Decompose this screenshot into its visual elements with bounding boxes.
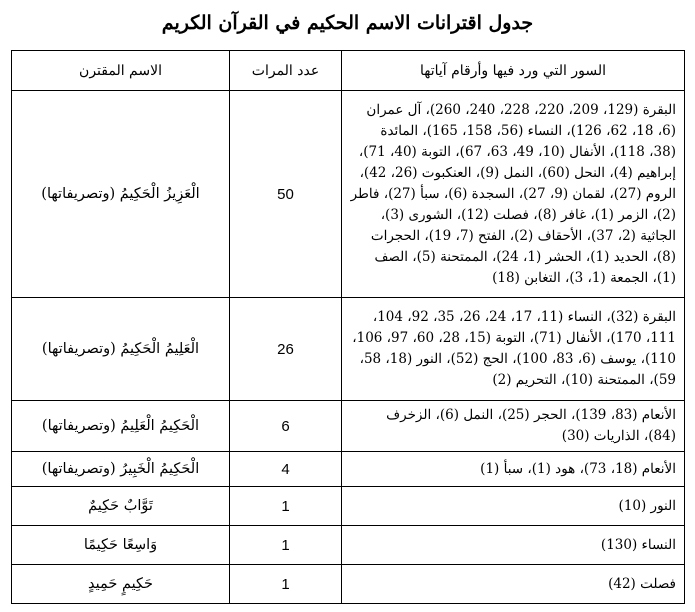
count-cell: 26 xyxy=(230,298,342,401)
table-row xyxy=(12,298,685,401)
surahs-cell: فصلت (42) xyxy=(342,565,685,604)
name-cell: الْعَزِيزُ الْحَكِيمُ (وتصريفاتها) xyxy=(12,91,230,298)
asma-table xyxy=(11,50,685,604)
count-cell: 1 xyxy=(230,526,342,565)
surahs-cell: النساء (130) xyxy=(342,526,685,565)
surahs-cell: البقرة (129، 209، 220، 228، 240، 260)، آل عمران (6، 18، 62، 126)، النساء (56، 158، 165)، المائدة (38، 118)، الأنفال (10، 49، 63، 67)، التوبة (40، 71)، إبراهيم (4)، النحل (60)، النمل (9)، العنكبوت (26، 42)، الروم (27)، لقمان (9، 27)، السجدة (6)، سبأ (27)، فاطر (2)، الزمر (1)، غافر (8)، فصلت (12)، الشورى (3)، الجاثية (2، 37)، الأحقاف (2)، الفتح (7، 19)، الحجرات (8)، الحديد (1)، الحشر (1، 24)، الممتحنة (5)، الصف (1)، الجمعة (1، 3)، التغابن (18) xyxy=(342,91,685,298)
surahs-cell: النور (10) xyxy=(342,487,685,526)
count-cell: 4 xyxy=(230,452,342,487)
count-cell: 1 xyxy=(230,487,342,526)
table-header-row xyxy=(12,51,685,91)
header-surahs: السور التي ورد فيها وأرقام آياتها xyxy=(342,51,685,91)
surahs-cell: الأنعام (18، 73)، هود (1)، سبأ (1) xyxy=(342,452,685,487)
name-cell: الْعَلِيمُ الْحَكِيمُ (وتصريفاتها) xyxy=(12,298,230,401)
count-cell: 1 xyxy=(230,565,342,604)
name-cell: الْحَكِيمُ الْخَبِيرُ (وتصريفاتها) xyxy=(12,452,230,487)
name-cell: تَوَّابٌ حَكِيمٌ xyxy=(12,487,230,526)
table-row xyxy=(12,401,685,452)
surahs-cell: البقرة (32)، النساء (11، 17، 24، 26، 35، 92، 104، 111، 170)، الأنفال (71)، التوبة (15، 28، 60، 97، 106، 110)، يوسف (6، 83، 100)، الحج (52)، النور (18، 58، 59)، الممتحنة (10)، التحريم (2) xyxy=(342,298,685,401)
table-row xyxy=(12,526,685,565)
table-row xyxy=(12,452,685,487)
name-cell: الْحَكِيمُ الْعَلِيمُ (وتصريفاتها) xyxy=(12,401,230,452)
name-cell: وَاسِعًا حَكِيمًا xyxy=(12,526,230,565)
table-title: جدول اقترانات الاسم الحكيم في القرآن الكريم xyxy=(161,12,534,34)
table-row xyxy=(12,91,685,298)
header-name: الاسم المقترن xyxy=(12,51,230,91)
name-cell: حَكِيمٍ حَمِيدٍ xyxy=(12,565,230,604)
surahs-cell: الأنعام (83، 139)، الحجر (25)، النمل (6)، الزخرف (84)، الذاريات (30) xyxy=(342,401,685,452)
count-cell: 50 xyxy=(230,91,342,298)
count-cell: 6 xyxy=(230,401,342,452)
header-count: عدد المرات xyxy=(230,51,342,91)
table-row xyxy=(12,565,685,604)
table-row xyxy=(12,487,685,526)
